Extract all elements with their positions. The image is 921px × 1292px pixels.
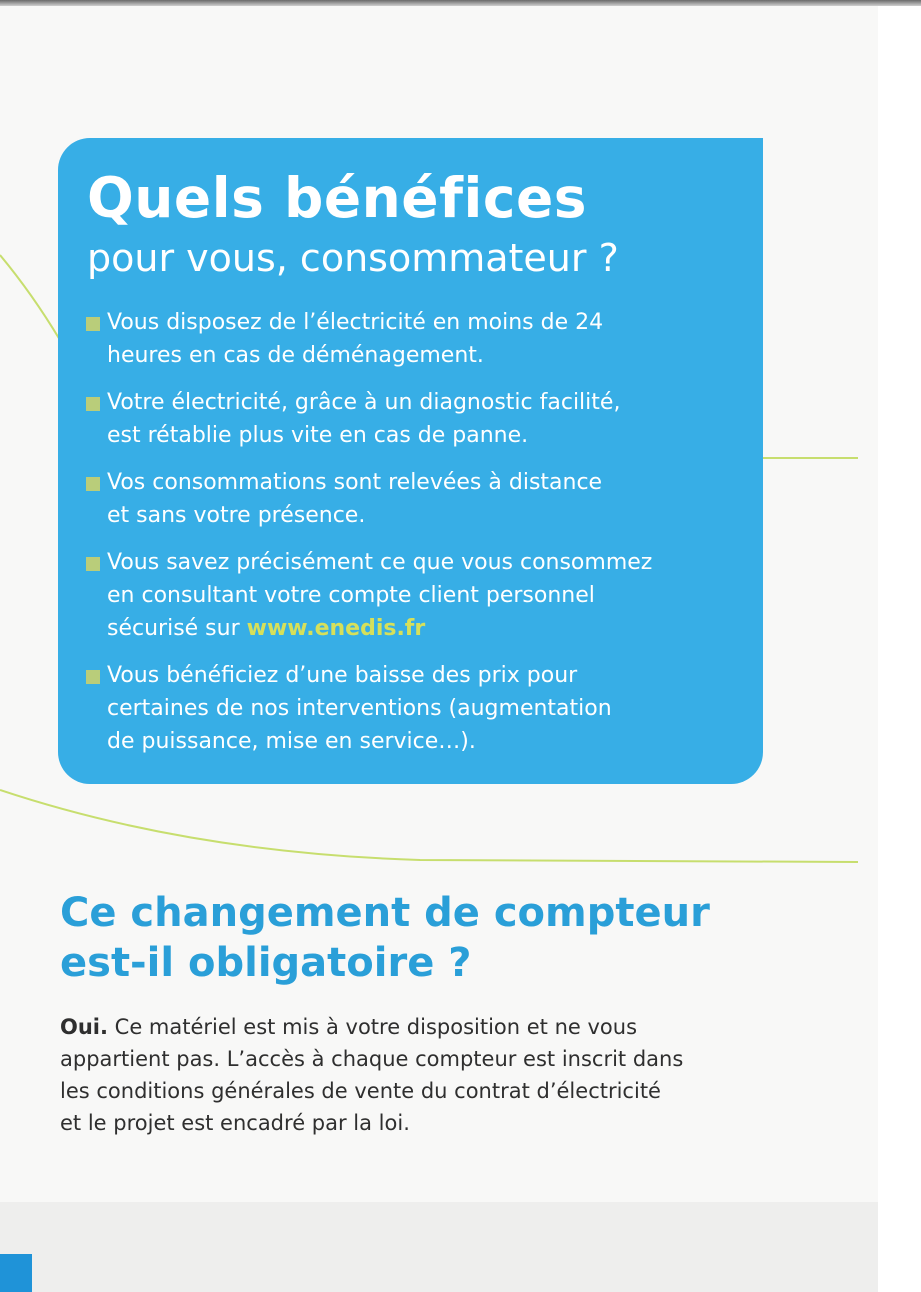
benefit-line: Vous bénéficiez d’une baisse des prix pour: [107, 663, 578, 688]
benefit-item: [86, 546, 736, 645]
benefit-line: Vos consommations sont relevées à distance: [107, 470, 603, 495]
benefits-list: [86, 306, 736, 772]
benefit-item: [86, 466, 736, 532]
benefit-line: Votre électricité, grâce à un diagnostic facilité,: [107, 390, 621, 415]
answer-line: les conditions générales de vente du contrat d’électricité: [60, 1079, 661, 1103]
benefit-line: Vous savez précisément ce que vous consommez: [107, 550, 653, 575]
benefit-item: [86, 306, 736, 372]
benefit-item: [86, 659, 736, 758]
benefits-card: [58, 138, 763, 784]
answer-line: appartient pas. L’accès à chaque compteur est inscrit dans: [60, 1047, 684, 1071]
benefit-line: Vous disposez de l’électricité en moins de 24: [107, 310, 604, 335]
card-subtitle: pour vous, consommateur ?: [87, 236, 619, 280]
benefit-line: est rétablie plus vite en cas de panne.: [107, 423, 529, 448]
square-bullet-icon: [86, 670, 100, 684]
benefit-item: [86, 386, 736, 452]
answer-paragraph: [60, 1011, 780, 1139]
square-bullet-icon: [86, 397, 100, 411]
heading-line: est-il obligatoire ?: [60, 940, 472, 986]
benefit-line: heures en cas de déménagement.: [107, 343, 484, 368]
benefit-line: certaines de nos interventions (augmentation: [107, 696, 612, 721]
benefit-line: et sans votre présence.: [107, 503, 366, 528]
section-heading: [60, 888, 820, 988]
benefit-line: en consultant votre compte client personnel: [107, 583, 595, 608]
green-curve-top-left: [0, 255, 60, 340]
square-bullet-icon: [86, 317, 100, 331]
benefit-line: de puissance, mise en service…).: [107, 729, 476, 754]
benefit-line: sécurisé sur: [107, 616, 247, 641]
answer-line: Ce matériel est mis à votre disposition et ne vous: [107, 1015, 638, 1039]
answer-lead: Oui.: [60, 1015, 108, 1039]
green-curve-bottom: [0, 790, 858, 862]
answer-line: et le projet est encadré par la loi.: [60, 1111, 410, 1135]
heading-line: Ce changement de compteur: [60, 890, 710, 936]
card-title: Quels bénéfices: [87, 166, 588, 230]
square-bullet-icon: [86, 477, 100, 491]
enedis-link[interactable]: www.enedis.fr: [246, 616, 426, 641]
square-bullet-icon: [86, 557, 100, 571]
